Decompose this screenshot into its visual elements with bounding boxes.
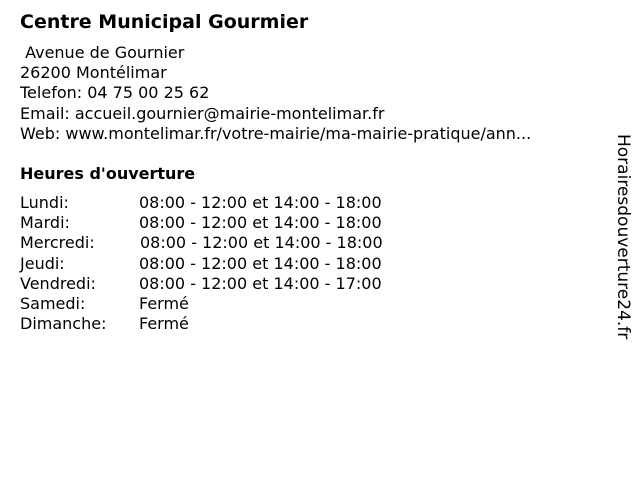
hours-value: Fermé [139,293,189,313]
day-label: Lundi: [20,193,69,212]
postal-city: 26200 Montélimar [20,63,167,83]
hours-value: 08:00 - 12:00 et 14:00 - 18:00 [139,193,382,212]
day-label: Samedi: [20,293,86,313]
hours-value: 08:00 - 12:00 et 14:00 - 18:00 [140,233,383,253]
site-watermark: Horairesdouverture24.fr [613,134,633,340]
day-label: Mercredi: [20,233,95,253]
website-url: Web: www.montelimar.fr/votre-mairie/ma-mairie-pratique/ann... [20,123,532,143]
day-label: Jeudi: [20,253,65,273]
day-label: Mardi: [20,213,70,233]
hours-row-vendredi [20,274,440,294]
phone-number: Telefon: 04 75 00 25 62 [20,83,210,103]
hours-row-jeudi [20,254,440,274]
hours-row-mercredi [20,233,440,253]
street-address: Avenue de Gournier [20,43,185,62]
hours-value: 08:00 - 12:00 et 14:00 - 18:00 [139,213,382,233]
opening-hours-table [20,193,440,334]
hours-value: 08:00 - 12:00 et 14:00 - 18:00 [139,253,382,273]
hours-row-mardi [20,213,440,233]
page-title: Centre Municipal Gourmier [20,11,309,33]
hours-row-samedi [20,294,440,314]
address-block [20,43,531,144]
hours-value: Fermé [139,314,189,334]
hours-row-dimanche [20,314,440,334]
email-address: Email: accueil.gournier@mairie-montelimar.fr [20,103,385,123]
day-label: Vendredi: [20,273,96,293]
opening-hours-heading: Heures d'ouverture [20,164,196,183]
day-label: Dimanche: [20,314,107,334]
hours-row-lundi [20,193,440,213]
hours-value: 08:00 - 12:00 et 14:00 - 17:00 [139,273,382,293]
